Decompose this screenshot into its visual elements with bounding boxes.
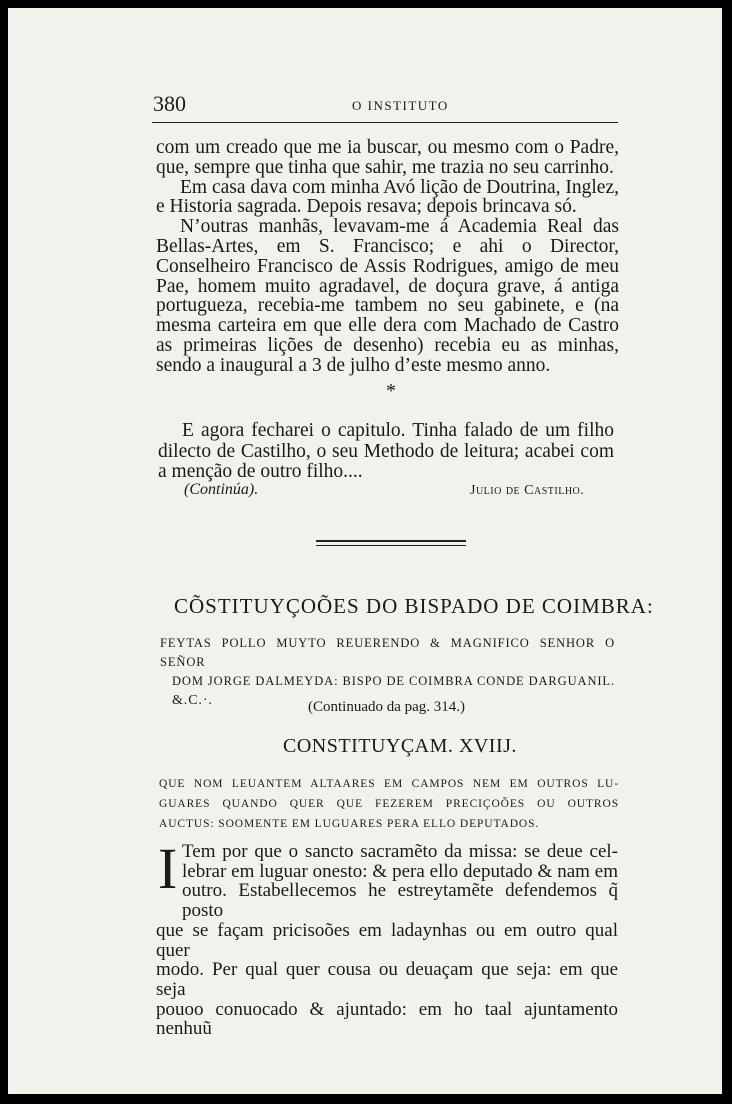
constitution-text <box>156 836 618 1040</box>
rule-line-bottom <box>316 545 466 547</box>
paragraph-3: N’outras manhãs, levavam-me á Academia Real das Bellas-Artes, em S. Francisco; e ahi o Director, Conselheiro Francisco de Assis Rodrigues, amigo de meu Pae, homem muito agradavel, de doçura grave, á antiga portugueza, recebia-me tambem no seu gabinete, e (na mesma carteira em que elle dera com Machado de Castro as primeiras lições de desenho) recebia eu as minhas, sendo a inaugural a 3 de julho d’este mesmo anno. <box>156 216 619 376</box>
continued-note: (Continuado da pag. 314.) <box>308 699 466 715</box>
closing-paragraph <box>158 421 614 483</box>
text-line-6: pouoo conuocado & ajuntado: em ho taal ajuntamento nenhuũ <box>156 998 618 1040</box>
closing-text: E agora fecharei o capitulo. Tinha falado de um filho dilecto de Castilho, o seu Methodo de leitura; acabei com a menção de outro filho.... <box>158 420 614 482</box>
subtitle-line-2: DOM JORGE DALMEYDA: BISPO DE COIMBRA CONDE DARGUANIL. <box>172 674 615 688</box>
chapter-heading-line-2: GUARES QUANDO QUER QUE FEZEREM PRECIÇOÕES OU OUTROS <box>159 798 619 810</box>
page <box>8 8 722 1094</box>
drop-cap: I <box>158 836 178 901</box>
section-separator: * <box>386 380 396 402</box>
header-rule <box>152 122 618 123</box>
page-number: 380 <box>153 91 186 116</box>
rule-line-top <box>316 540 466 542</box>
section-title: CÕSTITUYÇOÕES DO BISPADO DE COIMBRA: <box>174 594 654 618</box>
paragraph-2: Em casa dava com minha Avó lição de Doutrina, Inglez, e Historia sagrada. Depois resava; depois brincava só. <box>156 176 619 218</box>
subtitle-line-3: &.C.·. <box>172 693 213 708</box>
chapter-heading <box>159 774 619 834</box>
text-line-3: outro. Estabellecemos he estreytamẽte defendemos q̃ posto <box>182 880 618 922</box>
continua-note: (Continúa). <box>184 481 259 498</box>
paragraph-1: com um creado que me ia buscar, ou mesmo com o Padre, que, sempre que tinha que sahir, me trazia no seu carrinho. <box>156 137 619 178</box>
double-rule-divider <box>316 540 466 546</box>
subtitle-line-1: FEYTAS POLLO MUYTO REUERENDO & MAGNIFICO SENHOR O SEÑOR <box>160 636 615 669</box>
author-signature: Julio de Castilho. <box>470 483 585 498</box>
chapter-heading-line-1: QUE NOM LEUANTEM ALTAARES EM CAMPOS NEM EM OUTROS LU- <box>159 778 619 790</box>
running-title: O INSTITUTO <box>352 98 449 113</box>
article-body <box>156 138 619 376</box>
text-line-4: que se façam pricisoões em ladaynhas ou em outro qual quer <box>156 919 618 961</box>
chapter-heading-line-3: AUCTUS: SOOMENTE EM LUGUARES PERA ELLO DEPUTADOS. <box>159 818 540 830</box>
text-line-5: modo. Per qual quer cousa ou deuaçam que seja: em que seja <box>156 959 618 1000</box>
text-line-1: Tem por que o sancto sacramẽto da missa: se deue cel- <box>182 841 618 862</box>
constitution-title: CONSTITUYÇAM. XVIIJ. <box>283 735 517 757</box>
text-line-2: lebrar em luguar onesto: & pera ello deputado & nam em <box>182 860 618 882</box>
